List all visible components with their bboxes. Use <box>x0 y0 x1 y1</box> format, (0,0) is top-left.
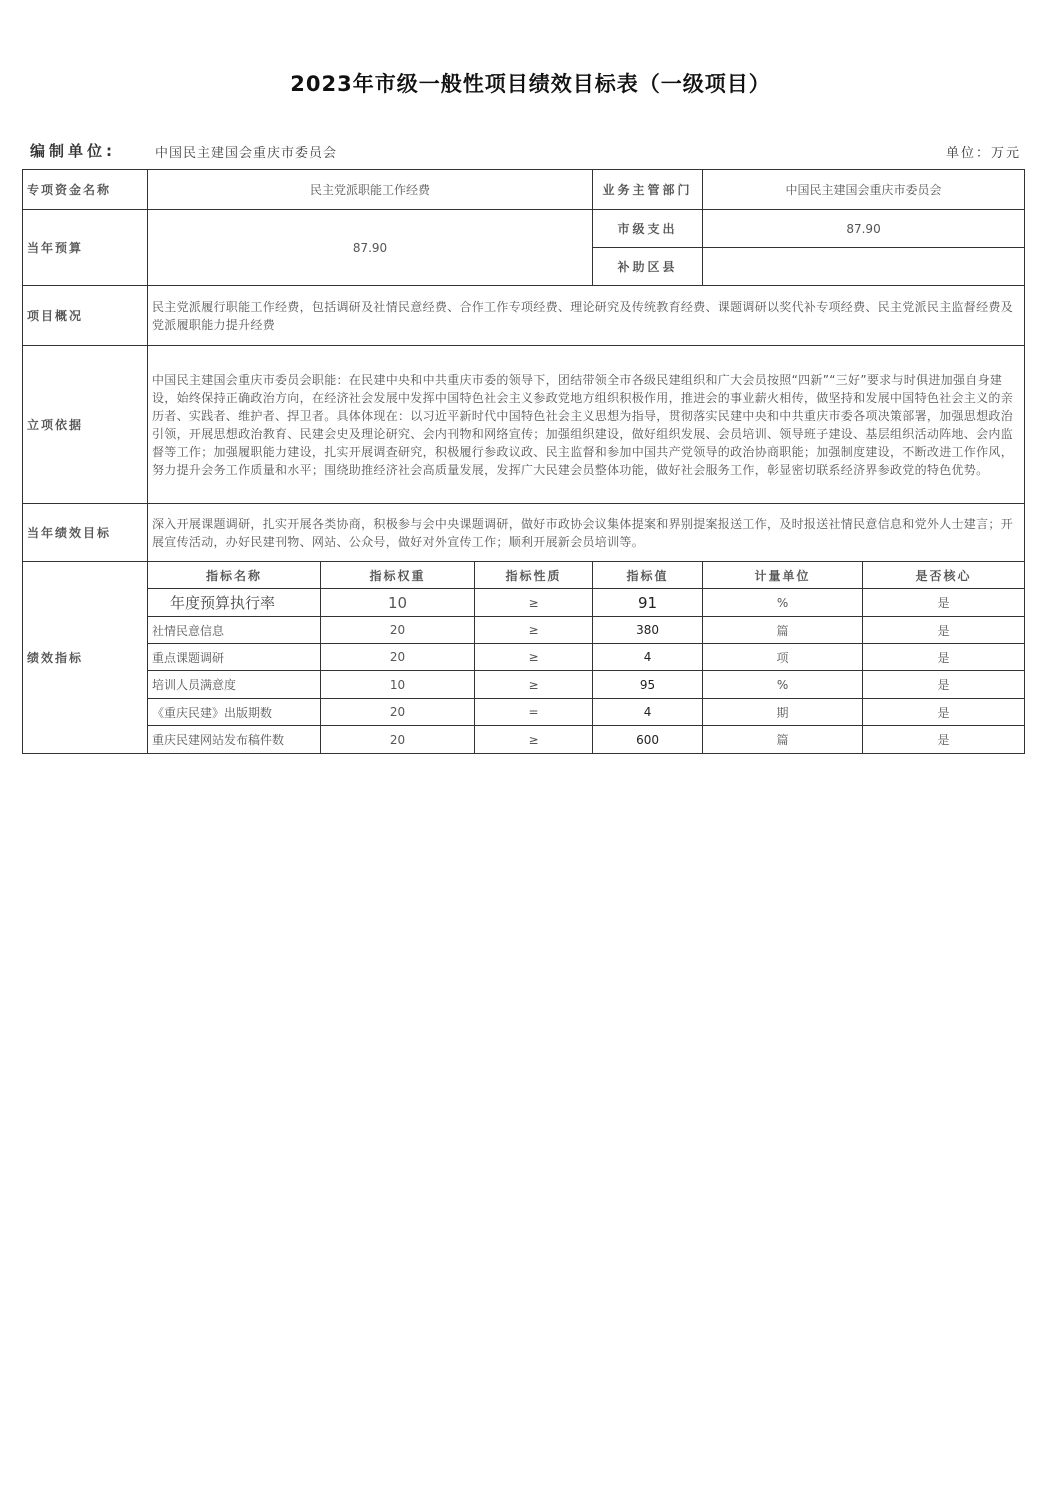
indicator-core: 是 <box>863 699 1025 726</box>
header-core: 是否核心 <box>863 562 1025 589</box>
dept-value: 中国民主建国会重庆市委员会 <box>703 170 1025 210</box>
indicator-row <box>23 671 1025 699</box>
header-nature: 指标性质 <box>475 562 593 589</box>
project-name-label: 专项资金名称 <box>23 170 148 210</box>
indicator-name: 年度预算执行率 <box>148 589 321 617</box>
budget-value: 87.90 <box>148 210 593 286</box>
indicator-name: 培训人员满意度 <box>148 671 321 699</box>
indicator-nature: ≥ <box>475 726 593 754</box>
dept-label: 业务主管部门 <box>593 170 703 210</box>
indicator-nature: ≥ <box>475 644 593 671</box>
goal-label: 当年绩效目标 <box>23 504 148 562</box>
overview-text: 民主党派履行职能工作经费，包括调研及社情民意经费、合作工作专项经费、理论研究及传统教育经费、课题调研以奖代补专项经费、民主党派民主监督经费及党派履职能力提升经费 <box>148 286 1025 346</box>
indicator-weight: 20 <box>321 699 475 726</box>
indicator-value: 4 <box>593 699 703 726</box>
indicator-core: 是 <box>863 726 1025 754</box>
indicator-name: 《重庆民建》出版期数 <box>148 699 321 726</box>
county-subsidy-label: 补助区县 <box>593 248 703 286</box>
indicator-name: 重庆民建网站发布稿件数 <box>148 726 321 754</box>
indicator-header-row <box>23 562 1025 589</box>
indicator-value: 91 <box>593 589 703 617</box>
indicator-row <box>23 617 1025 644</box>
indicator-unit: % <box>703 671 863 699</box>
indicator-core: 是 <box>863 617 1025 644</box>
indicator-core: 是 <box>863 644 1025 671</box>
indicator-row <box>23 589 1025 617</box>
page-title: 2023年市级一般性项目绩效目标表（一级项目） <box>290 72 771 96</box>
indicator-unit: % <box>703 589 863 617</box>
unit-label: 单位：万元 <box>945 146 1021 161</box>
indicator-value: 600 <box>593 726 703 754</box>
overview-label: 项目概况 <box>23 286 148 346</box>
indicator-value: 380 <box>593 617 703 644</box>
goal-text: 深入开展课题调研，扎实开展各类协商，积极参与会中央课题调研，做好市政协会议集体提案和界别提案报送工作，及时报送社情民意信息和党外人士建言；开展宣传活动，办好民建刊物、网站、公众号，做好对外宣传工作；顺利开展新会员培训等。 <box>148 504 1025 562</box>
indicator-core: 是 <box>863 589 1025 617</box>
header-value: 指标值 <box>593 562 703 589</box>
indicator-unit: 篇 <box>703 617 863 644</box>
row-project-name <box>23 170 1025 210</box>
county-subsidy-value <box>703 248 1025 286</box>
basis-label: 立项依据 <box>23 346 148 504</box>
org-value: 中国民主建国会重庆市委员会 <box>155 146 338 161</box>
row-basis <box>23 346 1025 504</box>
indicator-nature: ≥ <box>475 589 593 617</box>
indicator-name: 社情民意信息 <box>148 617 321 644</box>
indicator-weight: 20 <box>321 644 475 671</box>
indicator-unit: 期 <box>703 699 863 726</box>
header-name: 指标名称 <box>148 562 321 589</box>
performance-table <box>22 169 1025 754</box>
indicator-weight: 10 <box>321 589 475 617</box>
basis-text: 中国民主建国会重庆市委员会职能：在民建中央和中共重庆市委的领导下，团结带领全市各级民建组织和广大会员按照“四新”“三好”要求与时俱进加强自身建设，始终保持正确政治方向，在经济社会发展中发挥中国特色社会主义参政党地方组织积极作用，推进会的事业薪火相传，做坚持和发展中国特色社会主义的亲历者、实践者、维护者、捍卫者。具体体现在：以习近平新时代中国特色社会主义思想为指导，贯彻落实民建中央和中共重庆市委各项决策部署，加强思想政治引领，开展思想政治教育、民建会史及理论研究、会内刊物和网络宣传；加强组织建设，做好组织发展、会员培训、领导班子建设、基层组织活动阵地、会内监督等工作；加强履职能力建设，扎实开展调查研究，积极履行参政议政、民主监督和参加中国共产党领导的政治协商职能；加强制度建设，不断改进工作作风，努力提升会务工作质量和水平；围绕助推经济社会高质量发展，发挥广大民建会员整体功能，做好社会服务工作，彰显密切联系经济界参政党的特色优势。 <box>148 346 1025 504</box>
indicator-value: 95 <box>593 671 703 699</box>
indicator-nature: ≥ <box>475 671 593 699</box>
indicator-weight: 20 <box>321 617 475 644</box>
project-name-value: 民主党派职能工作经费 <box>148 170 593 210</box>
city-spend-value: 87.90 <box>703 210 1025 248</box>
indicator-core: 是 <box>863 671 1025 699</box>
indicator-value: 4 <box>593 644 703 671</box>
indicator-unit: 项 <box>703 644 863 671</box>
row-overview <box>23 286 1025 346</box>
indicator-weight: 10 <box>321 671 475 699</box>
indicator-nature: ≥ <box>475 617 593 644</box>
indicator-weight: 20 <box>321 726 475 754</box>
indicator-nature: = <box>475 699 593 726</box>
indicator-row <box>23 644 1025 671</box>
city-spend-label: 市级支出 <box>593 210 703 248</box>
org-label: 编制单位: <box>30 142 116 160</box>
indicator-row <box>23 699 1025 726</box>
indicators-label: 绩效指标 <box>23 562 148 754</box>
indicator-row <box>23 726 1025 754</box>
indicator-name: 重点课题调研 <box>148 644 321 671</box>
header-unit: 计量单位 <box>703 562 863 589</box>
indicator-unit: 篇 <box>703 726 863 754</box>
budget-label: 当年预算 <box>23 210 148 286</box>
header-weight: 指标权重 <box>321 562 475 589</box>
row-budget <box>23 210 1025 248</box>
row-goal <box>23 504 1025 562</box>
